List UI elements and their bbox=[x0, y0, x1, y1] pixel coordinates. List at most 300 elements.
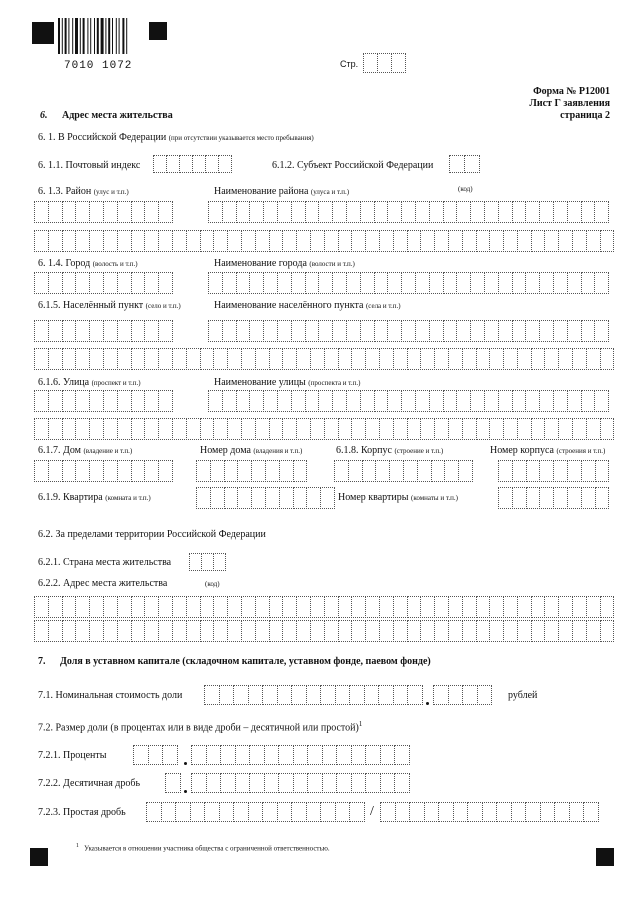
input-cell[interactable] bbox=[269, 596, 284, 618]
input-cell[interactable] bbox=[374, 272, 389, 294]
input-cell[interactable] bbox=[338, 230, 353, 252]
input-cell[interactable] bbox=[131, 201, 146, 223]
decimal-fraction-cells[interactable] bbox=[191, 773, 409, 793]
input-cell[interactable] bbox=[434, 348, 449, 370]
simple-denominator-cells[interactable] bbox=[380, 802, 598, 822]
postal-index-cells[interactable] bbox=[153, 155, 231, 173]
input-cell[interactable] bbox=[278, 773, 294, 793]
input-cell[interactable] bbox=[162, 745, 178, 765]
input-cell[interactable] bbox=[415, 272, 430, 294]
input-cell[interactable] bbox=[34, 230, 49, 252]
input-cell[interactable] bbox=[581, 201, 596, 223]
input-cell[interactable] bbox=[539, 272, 554, 294]
input-cell[interactable] bbox=[186, 620, 201, 642]
input-cell[interactable] bbox=[75, 390, 90, 412]
input-cell[interactable] bbox=[158, 320, 173, 342]
input-cell[interactable] bbox=[554, 802, 570, 822]
input-cell[interactable] bbox=[498, 460, 513, 482]
input-cell[interactable] bbox=[448, 596, 463, 618]
input-cell[interactable] bbox=[489, 348, 504, 370]
input-cell[interactable] bbox=[434, 230, 449, 252]
input-cell[interactable] bbox=[48, 620, 63, 642]
input-cell[interactable] bbox=[351, 230, 366, 252]
input-cell[interactable] bbox=[305, 201, 320, 223]
input-cell[interactable] bbox=[443, 201, 458, 223]
input-cell[interactable] bbox=[235, 745, 251, 765]
input-cell[interactable] bbox=[208, 390, 223, 412]
input-cell[interactable] bbox=[477, 685, 493, 705]
input-cell[interactable] bbox=[335, 685, 351, 705]
input-cell[interactable] bbox=[89, 418, 104, 440]
input-cell[interactable] bbox=[540, 802, 556, 822]
input-cell[interactable] bbox=[586, 596, 601, 618]
input-cell[interactable] bbox=[401, 390, 416, 412]
input-cell[interactable] bbox=[34, 201, 49, 223]
input-cell[interactable] bbox=[531, 230, 546, 252]
input-cell[interactable] bbox=[34, 620, 49, 642]
input-cell[interactable] bbox=[375, 460, 390, 482]
input-cell[interactable] bbox=[420, 418, 435, 440]
input-cell[interactable] bbox=[503, 596, 518, 618]
input-cell[interactable] bbox=[241, 348, 256, 370]
input-cell[interactable] bbox=[103, 201, 118, 223]
input-cell[interactable] bbox=[572, 348, 587, 370]
input-cell[interactable] bbox=[458, 460, 473, 482]
input-cell[interactable] bbox=[517, 596, 532, 618]
input-cell[interactable] bbox=[75, 320, 90, 342]
input-cell[interactable] bbox=[374, 320, 389, 342]
input-cell[interactable] bbox=[237, 460, 252, 482]
input-cell[interactable] bbox=[75, 201, 90, 223]
input-cell[interactable] bbox=[407, 596, 422, 618]
input-cell[interactable] bbox=[89, 460, 104, 482]
input-cell[interactable] bbox=[332, 201, 347, 223]
input-cell[interactable] bbox=[307, 745, 323, 765]
input-cell[interactable] bbox=[144, 460, 159, 482]
input-cell[interactable] bbox=[222, 390, 237, 412]
street-name-cells-row2[interactable] bbox=[34, 418, 613, 440]
input-cell[interactable] bbox=[334, 460, 349, 482]
input-cell[interactable] bbox=[433, 685, 449, 705]
input-cell[interactable] bbox=[34, 418, 49, 440]
input-cell[interactable] bbox=[482, 802, 498, 822]
input-cell[interactable] bbox=[429, 201, 444, 223]
input-cell[interactable] bbox=[186, 596, 201, 618]
input-cell[interactable] bbox=[296, 596, 311, 618]
input-cell[interactable] bbox=[103, 320, 118, 342]
input-cell[interactable] bbox=[594, 320, 609, 342]
district-name-cells-row2[interactable] bbox=[34, 230, 613, 252]
input-cell[interactable] bbox=[489, 596, 504, 618]
flat-type-cells[interactable] bbox=[196, 487, 334, 509]
input-cell[interactable] bbox=[379, 596, 394, 618]
input-cell[interactable] bbox=[227, 596, 242, 618]
input-cell[interactable] bbox=[144, 348, 159, 370]
input-cell[interactable] bbox=[401, 201, 416, 223]
input-cell[interactable] bbox=[348, 460, 363, 482]
input-cell[interactable] bbox=[75, 596, 90, 618]
input-cell[interactable] bbox=[48, 272, 63, 294]
input-cell[interactable] bbox=[220, 745, 236, 765]
input-cell[interactable] bbox=[172, 596, 187, 618]
input-cell[interactable] bbox=[349, 685, 365, 705]
input-cell[interactable] bbox=[544, 418, 559, 440]
input-cell[interactable] bbox=[470, 201, 485, 223]
input-cell[interactable] bbox=[205, 155, 219, 173]
input-cell[interactable] bbox=[236, 390, 251, 412]
input-cell[interactable] bbox=[241, 230, 256, 252]
input-cell[interactable] bbox=[600, 596, 615, 618]
input-cell[interactable] bbox=[489, 620, 504, 642]
input-cell[interactable] bbox=[278, 745, 294, 765]
input-cell[interactable] bbox=[553, 390, 568, 412]
input-cell[interactable] bbox=[462, 418, 477, 440]
input-cell[interactable] bbox=[594, 201, 609, 223]
input-cell[interactable] bbox=[553, 487, 568, 509]
input-cell[interactable] bbox=[200, 596, 215, 618]
input-cell[interactable] bbox=[117, 348, 132, 370]
input-cell[interactable] bbox=[48, 201, 63, 223]
input-cell[interactable] bbox=[525, 390, 540, 412]
input-cell[interactable] bbox=[407, 620, 422, 642]
input-cell[interactable] bbox=[241, 596, 256, 618]
input-cell[interactable] bbox=[305, 390, 320, 412]
input-cell[interactable] bbox=[75, 348, 90, 370]
input-cell[interactable] bbox=[310, 620, 325, 642]
input-cell[interactable] bbox=[420, 620, 435, 642]
input-cell[interactable] bbox=[48, 460, 63, 482]
input-cell[interactable] bbox=[558, 620, 573, 642]
input-cell[interactable] bbox=[572, 230, 587, 252]
input-cell[interactable] bbox=[512, 201, 527, 223]
input-cell[interactable] bbox=[131, 418, 146, 440]
input-cell[interactable] bbox=[131, 348, 146, 370]
input-cell[interactable] bbox=[172, 348, 187, 370]
input-cell[interactable] bbox=[117, 460, 132, 482]
input-cell[interactable] bbox=[393, 418, 408, 440]
input-cell[interactable] bbox=[378, 685, 394, 705]
input-cell[interactable] bbox=[265, 487, 280, 509]
input-cell[interactable] bbox=[282, 230, 297, 252]
input-cell[interactable] bbox=[75, 418, 90, 440]
input-cell[interactable] bbox=[362, 460, 377, 482]
input-cell[interactable] bbox=[219, 685, 235, 705]
input-cell[interactable] bbox=[387, 272, 402, 294]
input-cell[interactable] bbox=[484, 272, 499, 294]
input-cell[interactable] bbox=[379, 230, 394, 252]
input-cell[interactable] bbox=[248, 802, 264, 822]
input-cell[interactable] bbox=[265, 460, 280, 482]
input-cell[interactable] bbox=[581, 487, 596, 509]
street-type-cells[interactable] bbox=[34, 390, 172, 412]
input-cell[interactable] bbox=[462, 596, 477, 618]
input-cell[interactable] bbox=[293, 460, 308, 482]
input-cell[interactable] bbox=[146, 802, 162, 822]
input-cell[interactable] bbox=[351, 773, 367, 793]
input-cell[interactable] bbox=[407, 348, 422, 370]
input-cell[interactable] bbox=[213, 620, 228, 642]
input-cell[interactable] bbox=[401, 272, 416, 294]
input-cell[interactable] bbox=[449, 155, 465, 173]
input-cell[interactable] bbox=[103, 230, 118, 252]
input-cell[interactable] bbox=[269, 348, 284, 370]
input-cell[interactable] bbox=[158, 348, 173, 370]
input-cell[interactable] bbox=[158, 620, 173, 642]
input-cell[interactable] bbox=[144, 620, 159, 642]
input-cell[interactable] bbox=[558, 418, 573, 440]
input-cell[interactable] bbox=[484, 320, 499, 342]
input-cell[interactable] bbox=[249, 773, 265, 793]
input-cell[interactable] bbox=[581, 460, 596, 482]
input-cell[interactable] bbox=[293, 487, 308, 509]
input-cell[interactable] bbox=[117, 596, 132, 618]
input-cell[interactable] bbox=[117, 620, 132, 642]
input-cell[interactable] bbox=[277, 320, 292, 342]
input-cell[interactable] bbox=[476, 348, 491, 370]
input-cell[interactable] bbox=[117, 230, 132, 252]
input-cell[interactable] bbox=[594, 390, 609, 412]
input-cell[interactable] bbox=[517, 230, 532, 252]
input-cell[interactable] bbox=[539, 201, 554, 223]
input-cell[interactable] bbox=[175, 802, 191, 822]
input-cell[interactable] bbox=[407, 230, 422, 252]
settlement-name-cells-row2[interactable] bbox=[34, 348, 613, 370]
input-cell[interactable] bbox=[296, 620, 311, 642]
input-cell[interactable] bbox=[218, 155, 232, 173]
input-cell[interactable] bbox=[192, 155, 206, 173]
input-cell[interactable] bbox=[144, 272, 159, 294]
input-cell[interactable] bbox=[462, 230, 477, 252]
flat-number-cells[interactable] bbox=[498, 487, 608, 509]
input-cell[interactable] bbox=[206, 773, 222, 793]
input-cell[interactable] bbox=[249, 745, 265, 765]
input-cell[interactable] bbox=[62, 620, 77, 642]
input-cell[interactable] bbox=[403, 460, 418, 482]
input-cell[interactable] bbox=[467, 802, 483, 822]
input-cell[interactable] bbox=[89, 596, 104, 618]
input-cell[interactable] bbox=[213, 230, 228, 252]
input-cell[interactable] bbox=[191, 773, 207, 793]
street-name-cells-row1[interactable] bbox=[208, 390, 608, 412]
input-cell[interactable] bbox=[277, 390, 292, 412]
input-cell[interactable] bbox=[158, 596, 173, 618]
input-cell[interactable] bbox=[379, 348, 394, 370]
input-cell[interactable] bbox=[279, 460, 294, 482]
input-cell[interactable] bbox=[62, 390, 77, 412]
input-cell[interactable] bbox=[512, 320, 527, 342]
input-cell[interactable] bbox=[429, 390, 444, 412]
input-cell[interactable] bbox=[456, 320, 471, 342]
input-cell[interactable] bbox=[144, 201, 159, 223]
input-cell[interactable] bbox=[365, 745, 381, 765]
input-cell[interactable] bbox=[360, 272, 375, 294]
district-type-cells[interactable] bbox=[34, 201, 172, 223]
input-cell[interactable] bbox=[489, 418, 504, 440]
input-cell[interactable] bbox=[255, 418, 270, 440]
city-type-cells[interactable] bbox=[34, 272, 172, 294]
input-cell[interactable] bbox=[222, 272, 237, 294]
input-cell[interactable] bbox=[525, 320, 540, 342]
input-cell[interactable] bbox=[324, 418, 339, 440]
input-cell[interactable] bbox=[544, 620, 559, 642]
input-cell[interactable] bbox=[335, 802, 351, 822]
district-name-cells-row1[interactable] bbox=[208, 201, 608, 223]
input-cell[interactable] bbox=[131, 596, 146, 618]
input-cell[interactable] bbox=[158, 418, 173, 440]
input-cell[interactable] bbox=[336, 773, 352, 793]
input-cell[interactable] bbox=[539, 390, 554, 412]
input-cell[interactable] bbox=[364, 685, 380, 705]
input-cell[interactable] bbox=[379, 418, 394, 440]
input-cell[interactable] bbox=[567, 390, 582, 412]
input-cell[interactable] bbox=[166, 155, 180, 173]
input-cell[interactable] bbox=[306, 685, 322, 705]
input-cell[interactable] bbox=[498, 272, 513, 294]
input-cell[interactable] bbox=[324, 348, 339, 370]
input-cell[interactable] bbox=[395, 802, 411, 822]
input-cell[interactable] bbox=[213, 418, 228, 440]
input-cell[interactable] bbox=[380, 773, 396, 793]
input-cell[interactable] bbox=[531, 620, 546, 642]
input-cell[interactable] bbox=[572, 418, 587, 440]
city-name-cells[interactable] bbox=[208, 272, 608, 294]
input-cell[interactable] bbox=[484, 201, 499, 223]
input-cell[interactable] bbox=[306, 487, 321, 509]
input-cell[interactable] bbox=[213, 348, 228, 370]
input-cell[interactable] bbox=[269, 418, 284, 440]
input-cell[interactable] bbox=[476, 230, 491, 252]
input-cell[interactable] bbox=[117, 390, 132, 412]
percent-integer-cells[interactable] bbox=[133, 745, 177, 765]
input-cell[interactable] bbox=[346, 390, 361, 412]
input-cell[interactable] bbox=[200, 230, 215, 252]
input-cell[interactable] bbox=[255, 348, 270, 370]
input-cell[interactable] bbox=[282, 348, 297, 370]
input-cell[interactable] bbox=[263, 390, 278, 412]
input-cell[interactable] bbox=[291, 802, 307, 822]
input-cell[interactable] bbox=[210, 460, 225, 482]
input-cell[interactable] bbox=[144, 418, 159, 440]
input-cell[interactable] bbox=[264, 773, 280, 793]
input-cell[interactable] bbox=[213, 553, 226, 571]
input-cell[interactable] bbox=[380, 745, 396, 765]
input-cell[interactable] bbox=[567, 460, 582, 482]
input-cell[interactable] bbox=[374, 390, 389, 412]
input-cell[interactable] bbox=[62, 320, 77, 342]
input-cell[interactable] bbox=[322, 745, 338, 765]
input-cell[interactable] bbox=[595, 487, 610, 509]
input-cell[interactable] bbox=[324, 620, 339, 642]
input-cell[interactable] bbox=[401, 320, 416, 342]
input-cell[interactable] bbox=[318, 272, 333, 294]
input-cell[interactable] bbox=[75, 230, 90, 252]
input-cell[interactable] bbox=[380, 802, 396, 822]
input-cell[interactable] bbox=[144, 596, 159, 618]
input-cell[interactable] bbox=[389, 460, 404, 482]
input-cell[interactable] bbox=[332, 272, 347, 294]
input-cell[interactable] bbox=[569, 802, 585, 822]
input-cell[interactable] bbox=[34, 272, 49, 294]
input-cell[interactable] bbox=[415, 320, 430, 342]
input-cell[interactable] bbox=[131, 230, 146, 252]
input-cell[interactable] bbox=[558, 348, 573, 370]
input-cell[interactable] bbox=[62, 201, 77, 223]
input-cell[interactable] bbox=[89, 348, 104, 370]
input-cell[interactable] bbox=[498, 320, 513, 342]
input-cell[interactable] bbox=[269, 620, 284, 642]
input-cell[interactable] bbox=[553, 201, 568, 223]
input-cell[interactable] bbox=[222, 320, 237, 342]
input-cell[interactable] bbox=[387, 201, 402, 223]
input-cell[interactable] bbox=[186, 348, 201, 370]
input-cell[interactable] bbox=[448, 620, 463, 642]
input-cell[interactable] bbox=[310, 348, 325, 370]
input-cell[interactable] bbox=[346, 272, 361, 294]
input-cell[interactable] bbox=[62, 272, 77, 294]
input-cell[interactable] bbox=[103, 390, 118, 412]
input-cell[interactable] bbox=[448, 230, 463, 252]
input-cell[interactable] bbox=[336, 745, 352, 765]
input-cell[interactable] bbox=[567, 320, 582, 342]
input-cell[interactable] bbox=[322, 773, 338, 793]
input-cell[interactable] bbox=[434, 418, 449, 440]
input-cell[interactable] bbox=[363, 53, 378, 73]
input-cell[interactable] bbox=[498, 487, 513, 509]
input-cell[interactable] bbox=[144, 230, 159, 252]
input-cell[interactable] bbox=[393, 620, 408, 642]
country-code-cells[interactable] bbox=[189, 553, 225, 571]
input-cell[interactable] bbox=[131, 272, 146, 294]
input-cell[interactable] bbox=[438, 802, 454, 822]
input-cell[interactable] bbox=[415, 390, 430, 412]
input-cell[interactable] bbox=[332, 390, 347, 412]
input-cell[interactable] bbox=[62, 460, 77, 482]
input-cell[interactable] bbox=[103, 620, 118, 642]
input-cell[interactable] bbox=[249, 272, 264, 294]
input-cell[interactable] bbox=[415, 201, 430, 223]
input-cell[interactable] bbox=[462, 348, 477, 370]
input-cell[interactable] bbox=[233, 802, 249, 822]
input-cell[interactable] bbox=[131, 620, 146, 642]
input-cell[interactable] bbox=[360, 390, 375, 412]
input-cell[interactable] bbox=[338, 596, 353, 618]
input-cell[interactable] bbox=[251, 460, 266, 482]
input-cell[interactable] bbox=[75, 272, 90, 294]
input-cell[interactable] bbox=[512, 272, 527, 294]
input-cell[interactable] bbox=[208, 320, 223, 342]
input-cell[interactable] bbox=[393, 230, 408, 252]
input-cell[interactable] bbox=[153, 155, 167, 173]
input-cell[interactable] bbox=[293, 773, 309, 793]
input-cell[interactable] bbox=[600, 230, 615, 252]
house-number-cells[interactable] bbox=[196, 460, 306, 482]
input-cell[interactable] bbox=[191, 745, 207, 765]
input-cell[interactable] bbox=[204, 685, 220, 705]
input-cell[interactable] bbox=[307, 773, 323, 793]
input-cell[interactable] bbox=[158, 390, 173, 412]
settlement-name-cells-row1[interactable] bbox=[208, 320, 608, 342]
input-cell[interactable] bbox=[208, 201, 223, 223]
input-cell[interactable] bbox=[89, 201, 104, 223]
input-cell[interactable] bbox=[503, 418, 518, 440]
input-cell[interactable] bbox=[291, 390, 306, 412]
input-cell[interactable] bbox=[310, 230, 325, 252]
input-cell[interactable] bbox=[103, 596, 118, 618]
input-cell[interactable] bbox=[89, 272, 104, 294]
input-cell[interactable] bbox=[567, 201, 582, 223]
input-cell[interactable] bbox=[144, 320, 159, 342]
input-cell[interactable] bbox=[264, 745, 280, 765]
